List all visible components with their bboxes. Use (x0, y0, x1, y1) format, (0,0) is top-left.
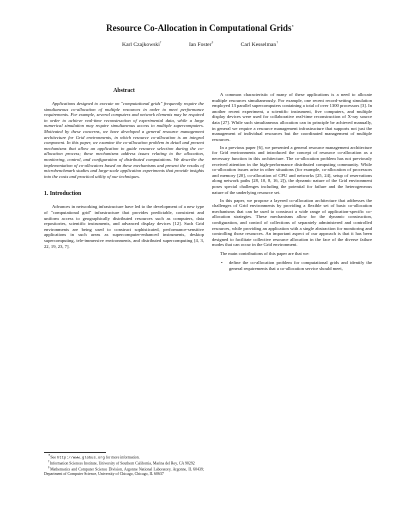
author-1-name: Karl Czajkowski (122, 42, 160, 48)
footnote-1-text: See (50, 455, 57, 460)
footnotes (44, 452, 204, 477)
left-column (44, 88, 204, 252)
body-paragraph-2: In a previous paper [6], we presented a general resource management architecture for Grid environments and introduced the concept of resource co-allocation as a necessary function in this architecture. The co-allocation problem has not previously received attention in the high-performance distributed computing community. While co-allocation issues arise in other situations (for example, co-allocation of processors and memory [20], co-allocation of CPU and networks [25, 24], setup of reservations along network paths [28, 10, 8, 16, 2]), the dynamic nature of the Grid environment poses special challenges including the potential for failure and the heterogeneous nature of the underlying resource set. (212, 144, 372, 195)
footnote-1-text-end: for more information. (104, 455, 140, 460)
author-3-mark: † (276, 40, 278, 45)
body-paragraph-1: A common characteristic of many of these applications is a need to allocate multiple resources simultaneously. For example, one recent record-setting simulation employed 13 parallel supercomputers containing a total of over 1300 processors [3]. In another recent experiment, a scientific instrument, five computers, and multiple display devices were used for collaborative real-time reconstruction of X-ray source data [27]. While such simultaneous allocation can in principle be achieved manually, in general we require a resource management infrastructure that supports not just the management of individual resources but the coordinated management of multiple resources. (212, 92, 372, 142)
body-paragraph-4: The main contributions of this paper are that we: (220, 250, 310, 256)
footnote-2 (44, 461, 204, 466)
title-text: Resource Co-Allocation in Computational Grids (106, 23, 292, 33)
footnote-rule (44, 452, 106, 453)
contributions-list (212, 260, 372, 271)
footnote-3-text: Mathematics and Computer Science Division, Argonne National Laboratory, Argonne, IL 60439; Department of Computer Science, University of Chicago, Chicago, IL 60637 (44, 467, 204, 477)
author-2-name: Ian Foster (188, 42, 212, 48)
paper-title (0, 24, 400, 34)
body-paragraph-3: In this paper, we propose a layered co-allocation architecture that addresses the challenges of Grid environments by providing a flexible set of basic co-allocation mechanisms that can be used to construct a wide range of application-specific co-allocation strategies. These mechanisms allow for the dynamic construction, configuration, and control of collections of separately administered and controlled resources, while providing an application with a single abstraction for monitoring and controlling those resources. An important aspect of our approach is that it has been designed to facilitate collective resource allocation in the face of the diverse failure modes that can occur in the Grid environment. (212, 197, 372, 248)
footnote-2-text: Information Sciences Institute, University of Southern California, Marina del Rey, CA 90292 (49, 461, 195, 466)
author-3 (241, 42, 278, 48)
list-item: • define the co-allocation problem for computational grids and identify the general requirements that a co-allocation service should meet, (212, 260, 372, 271)
introduction-heading: 1. Introduction (44, 191, 82, 198)
footnote-3 (44, 464, 204, 477)
right-column (212, 92, 372, 271)
introduction-paragraph: Advances in networking infrastructure have led to the development of a new type of "computational grid" infrastructure that provides predictable, consistent and uniform access to geographically distributed resources such as computers, data repositories, scientific instruments, and advanced display devices [12]. Such Grid environments are being used to construct sophisticated, performance-sensitive applications in such areas as supercomputer-enhanced instruments, desktop supercomputing, tele-immersive environments, and distributed supercomputing [4, 3, 22, 19, 23, 7]. (44, 204, 204, 249)
title-footnote-mark: ∗ (291, 24, 294, 28)
author-2 (189, 42, 213, 48)
abstract-text: Applications designed to execute on "computational grids" frequently require the simultaneous co-allocation of multiple resources in order to meet performance requirements. For example, several computers and network elements may be required in order to achieve real-time reconstruction of experimental data, while a large numerical simulation may require simultaneous access to multiple supercomputers. Motivated by these concerns, we have developed a general resource management architecture for Grid environments, in which resource co-allocation is an integral component. In this paper, we examine the co-allocation problem in detail and present mechanisms that allow an application to guide resource selection during the co-allocation process; these mechanisms address issues relating to the allocation, monitoring, control, and configuration of distributed computations. We describe the implementation of co-allocators based on these mechanisms and present the results of microbenchmark studies and large-scale application experiments that provide insights into the costs and practical utility of our techniques. (44, 101, 204, 179)
author-1 (122, 42, 162, 48)
author-1-mark: † (159, 40, 162, 45)
footnote-2-mark: † (48, 459, 50, 464)
footnote-1-link[interactable]: http://www.globus.org (56, 456, 105, 461)
abstract-heading: Abstract (113, 88, 135, 94)
author-list (0, 42, 400, 49)
author-3-name: Carl Kesselman (240, 42, 277, 48)
author-2-mark: ‡ (211, 40, 214, 45)
footnote-1-mark: ∗ (48, 453, 51, 457)
footnote-3-mark: ‡ (48, 464, 51, 469)
